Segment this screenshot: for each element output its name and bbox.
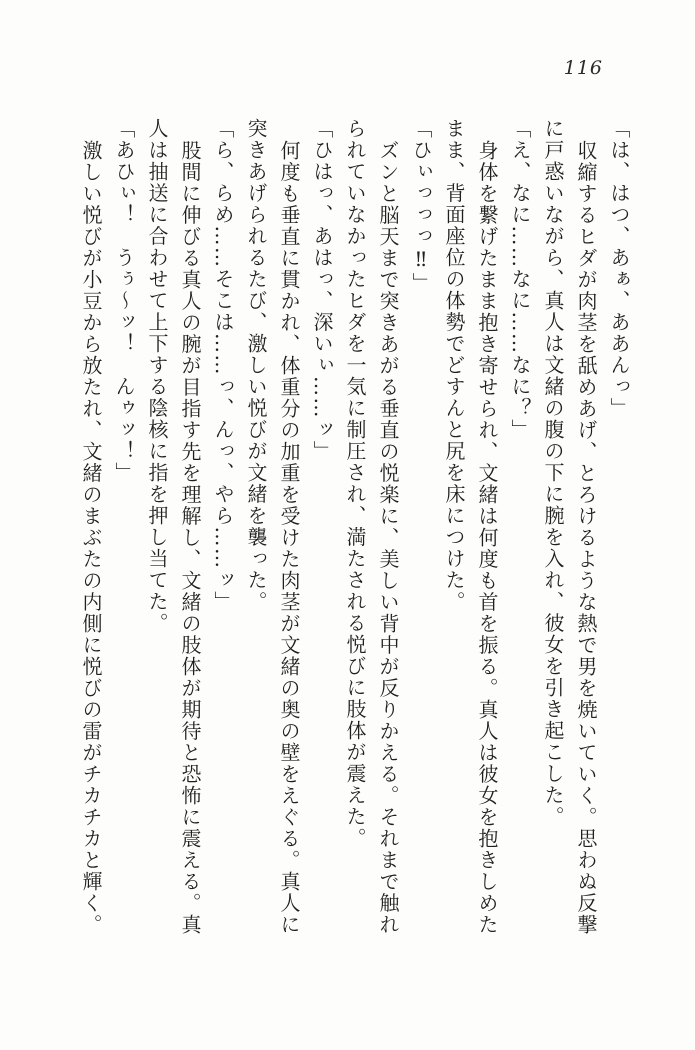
text-line: 「ら、らめ……そこは……っ、んっ、やら……ッ」 <box>211 118 235 613</box>
text-line: に戸惑いながら、真人は文緒の腹の下に腕を入れ、彼女を引き起こした。 <box>541 118 565 828</box>
text-line: 何度も垂直に貫かれ、体重分の加重を受けた肉茎が文緒の奥の壁をえぐる。真人に <box>277 139 301 935</box>
vertical-text-block <box>74 118 635 938</box>
text-line: 「ひぃっっっ‼」 <box>409 118 433 294</box>
text-line: られていなかったヒダを一気に制圧され、満たされる悦びに肢体が震えた。 <box>343 118 367 849</box>
text-line: 身体を繋げたまま抱き寄せられ、文緒は何度も首を振る。真人は彼女を抱きしめた <box>475 139 499 935</box>
text-line: 「え、なに……なに……なに？」 <box>508 118 532 441</box>
text-line: 激しい悦びが小豆から放たれ、文緒のまぶたの内側に悦びの雷がチカチカと輝く。 <box>79 139 103 935</box>
text-line: 股間に伸びる真人の腕が目指す先を理解し、文緒の肢体が期待と恐怖に震える。真 <box>178 139 202 935</box>
text-line: 「は、はつ、あぁ、ああんっ」 <box>607 118 631 419</box>
page-number: 116 <box>563 57 603 79</box>
text-line: 収縮するヒダが肉茎を舐めあげ、とろけるような熱で男を焼いていく。思わぬ反撃 <box>574 139 598 935</box>
text-line: まま、背面座位の体勢でどすんと尻を床につけた。 <box>442 118 466 613</box>
text-line: 「あひぃ！ うぅ〜ッ！ んゥッ！」 <box>112 118 136 484</box>
text-line: 「ひはっ、あはっ、深いぃ……ッ」 <box>310 118 334 462</box>
text-line: 人は抽送に合わせて上下する陰核に指を押し当てた。 <box>145 118 169 634</box>
text-line: 突きあげられるたび、激しい悦びが文緒を襲った。 <box>244 118 268 613</box>
text-line: ズンと脳天まで突きあがる垂直の悦楽に、美しい背中が反りかえる。それまで触れ <box>376 139 400 935</box>
